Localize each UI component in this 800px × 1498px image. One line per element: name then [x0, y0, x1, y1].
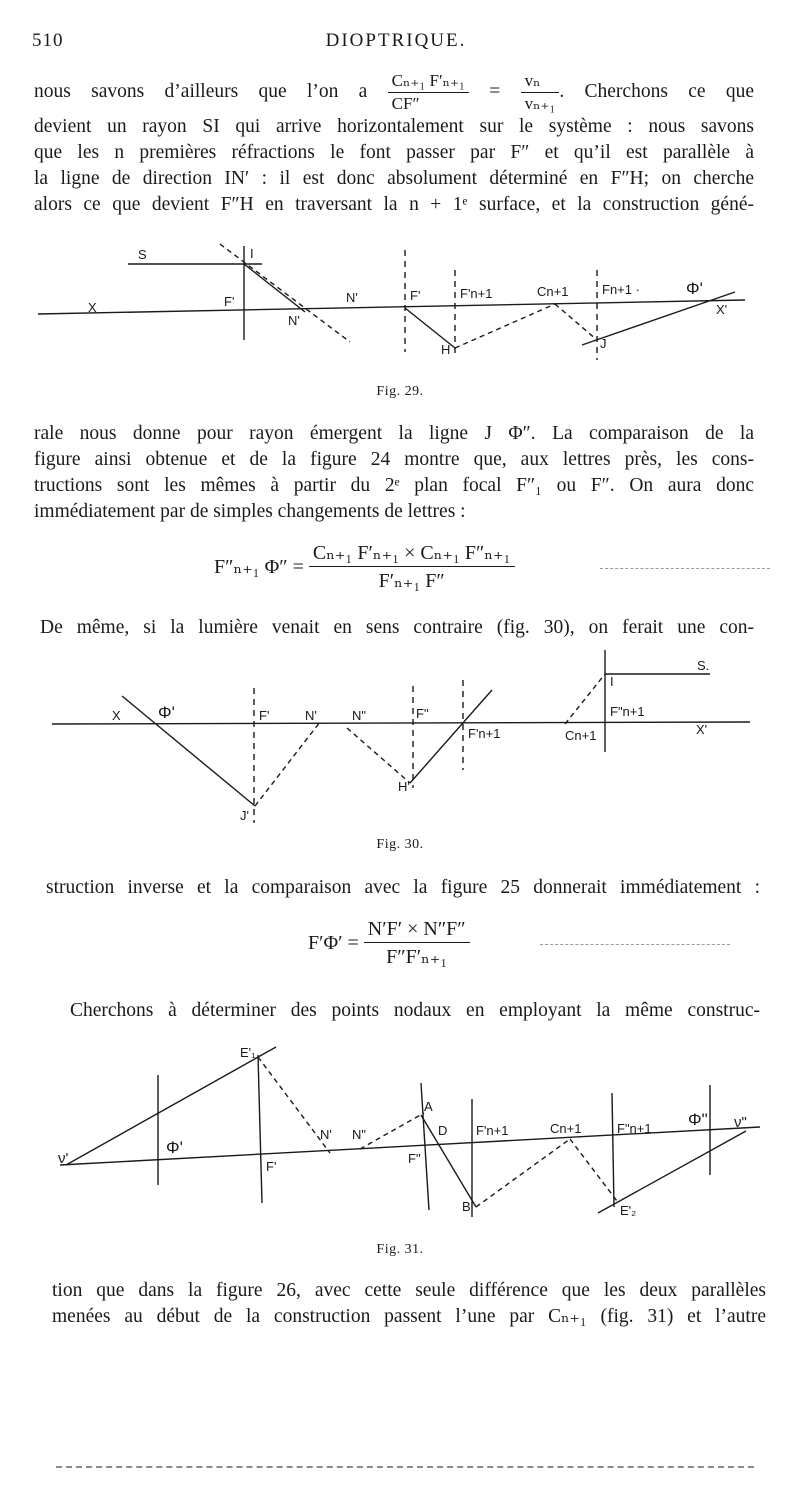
- fig30-label-x2: X': [696, 722, 708, 737]
- para2-line3: tructions sont les mêmes à partir du 2ᵉ plan focal F″₁ ou F″. On aura donc: [34, 475, 754, 496]
- fig31-label-phi1: Φ': [166, 1138, 183, 1157]
- fig29-label-n2: N': [346, 290, 358, 305]
- fig30-label-s: S.: [697, 658, 710, 673]
- fig30-axis: [52, 722, 750, 724]
- fig29-dashed-cj: [555, 304, 597, 340]
- fig31-label-e1: E'₁: [240, 1045, 256, 1060]
- para1-line2: devient un rayon SI qui arrive horizontalement sur le système : nous savons: [34, 116, 754, 137]
- para3-line1: De même, si la lumière venait en sens contraire (fig. 30), on ferait une con-: [40, 617, 754, 638]
- fig29-label-cn1: Cn+1: [537, 284, 569, 299]
- equation-2: [308, 918, 470, 969]
- fig30-label-fn1b: F"n+1: [610, 704, 645, 719]
- fig30-label-j: J': [240, 808, 249, 823]
- bleed-through-mark-2: [540, 944, 730, 945]
- fig30-label-cn1: Cn+1: [565, 728, 597, 743]
- eq1-lhs: F″ₙ₊₁ Φ″ =: [214, 556, 304, 578]
- fig29-label-i: I: [250, 246, 254, 261]
- ratio-fraction-1-num: Cₙ₊₁ F′ₙ₊₁: [388, 71, 469, 93]
- para6-line1: tion que dans la figure 26, avec cette seule différence que les deux parallèles: [52, 1280, 766, 1301]
- fig30-dashed-nh: [347, 728, 410, 783]
- fig29-label-h: H: [441, 342, 451, 357]
- fig30-label-x: X: [112, 708, 121, 723]
- fig30-label-h: H': [398, 779, 410, 794]
- para1-line5: alors ce que devient F″H en traversant la n + 1ᵉ surface, et la construction géné-: [34, 194, 754, 215]
- para1-line1: nous savons d’ailleurs que l’on a $\frac{\text{Cₙ₊₁ F′ₙ₊₁}}{CF''}$ = $\frac{\text{vₙ}}{\text{vₙ₊₁}}$ . Cherchons ce que: [34, 71, 754, 114]
- paragraph-1: [34, 70, 754, 218]
- ratio-fraction-2-den: vₙ₊₁: [524, 94, 556, 114]
- fig31-label-n2: N": [352, 1127, 367, 1142]
- para1-line1-pre: nous savons d’ailleurs que l’on a: [34, 81, 368, 102]
- fig31-label-b: B: [462, 1199, 471, 1214]
- fig31-dashed-ce: [570, 1139, 617, 1201]
- para1-line1-post: . Cherchons ce que: [559, 81, 754, 102]
- para5-line1: Cherchons à déterminer des points nodaux en employant la même construc-: [70, 1000, 760, 1021]
- fig30-label-f2: F": [416, 706, 429, 721]
- figure-30: [0, 648, 800, 828]
- fig29-label-s: S: [138, 247, 147, 262]
- fig30-dashed-ic: [565, 674, 605, 724]
- fig31-ray-ab: [421, 1115, 476, 1207]
- fig31-plane-2: [258, 1055, 262, 1203]
- fig30-ray-xj: [122, 696, 255, 806]
- paragraph-2: [34, 421, 754, 525]
- paragraph-4: [46, 875, 760, 901]
- fig31-ray-e2: [598, 1131, 746, 1213]
- paragraph-5: [70, 998, 760, 1024]
- fig29-label-x2: X': [716, 302, 728, 317]
- para2-line1: rale nous donne pour rayon émergent la ligne J Φ″. La comparaison de la: [34, 423, 754, 444]
- fig30-caption: Fig. 30.: [376, 837, 424, 852]
- paragraph-3: [40, 615, 754, 641]
- page-header: [32, 30, 760, 54]
- fig31-plane-5: [612, 1093, 614, 1207]
- ratio-fraction-1-den: CF″: [391, 94, 420, 114]
- fig29-axis: [38, 300, 745, 314]
- fig29-label-j: J: [600, 336, 607, 351]
- para2-line4: immédiatement par de simples changements de lettres :: [34, 501, 466, 522]
- fig30-label-i: I: [610, 674, 614, 689]
- eq2-fraction: [364, 918, 470, 969]
- fig31-label-f1: F': [266, 1159, 277, 1174]
- running-head: DIOPTRIQUE.: [325, 30, 467, 51]
- fig29-label-fn1b: Fn+1 ·: [602, 282, 640, 297]
- equation-1: [214, 540, 515, 593]
- fig30-label-n2: N": [352, 708, 367, 723]
- fig29-label-f1: F': [224, 294, 235, 309]
- fig30-label-phi: Φ': [158, 703, 175, 722]
- fig30-label-f1: F': [259, 708, 270, 723]
- eq1-numerator: Cₙ₊₁ F′ₙ₊₁ × Cₙ₊₁ F″ₙ₊₁: [309, 540, 515, 567]
- bleed-through-footer: [56, 1466, 754, 1468]
- figure-31: [0, 1035, 800, 1235]
- eq2-numerator: N′F′ × N″F″: [364, 918, 470, 943]
- eq2-lhs: F′Φ′ =: [308, 932, 359, 954]
- fig29-label-x: X: [88, 300, 97, 315]
- para6-line2: menées au début de la construction passent l’une par Cₙ₊₁ (fig. 31) et l’autre: [52, 1306, 766, 1327]
- fig31-dashed-bc: [476, 1139, 570, 1207]
- para2-line2: figure ainsi obtenue et de la figure 24 montre que, aux lettres près, les cons-: [34, 449, 754, 470]
- fig30-dashed-nj: [255, 722, 320, 806]
- fig29-dashed-in: [220, 244, 350, 342]
- fig31-label-phi2: Φ": [688, 1110, 708, 1129]
- fig29-dashed-hc: [455, 304, 555, 348]
- fig31-dashed-na: [360, 1113, 424, 1149]
- page-number: 510: [32, 30, 64, 51]
- fig29-label-f2: F': [410, 288, 421, 303]
- ratio-fraction-1: [388, 71, 469, 114]
- fig31-label-f2: F": [408, 1151, 421, 1166]
- ratio-fraction-2-num: vₙ: [521, 71, 560, 93]
- fig31-label-e2: E'₂: [620, 1203, 637, 1218]
- fig29-label-n1: N': [288, 313, 300, 328]
- fig31-label-d: D: [438, 1123, 448, 1138]
- ratio-fraction-2: [521, 71, 560, 114]
- fig31-label-nu2: ν": [734, 1114, 747, 1131]
- para1-line4: la ligne de direction IN′ : il est donc absolument déterminé en F″H; on cherche: [34, 168, 754, 189]
- fig31-label-nu1: ν': [58, 1150, 69, 1167]
- fig30-label-fn1: F'n+1: [468, 726, 501, 741]
- fig31-caption: Fig. 31.: [376, 1242, 424, 1257]
- fig29-label-fn1: F'n+1: [460, 286, 493, 301]
- bleed-through-mark-1: [600, 568, 770, 569]
- fig31-label-a: A: [424, 1099, 433, 1114]
- eq1-denominator: F′ₙ₊₁ F″: [378, 570, 445, 592]
- fig31-label-n1: N': [320, 1127, 332, 1142]
- fig31-label-fn1b: F"n+1: [617, 1121, 652, 1136]
- fig29-label-phi: Φ': [686, 279, 703, 298]
- fig31-label-cn1: Cn+1: [550, 1121, 582, 1136]
- figure-29: [0, 240, 800, 370]
- paragraph-6: [52, 1278, 766, 1330]
- fig29-ray-ifh: [244, 264, 305, 312]
- eq1-fraction: [309, 540, 515, 593]
- para1-line3: que les n premières réfractions le font passer par F″ et qu’il est parallèle à: [34, 142, 754, 163]
- fig29-caption: Fig. 29.: [376, 384, 424, 399]
- eq2-denominator: F″F′ₙ₊₁: [386, 946, 448, 968]
- fig31-label-fn1: F'n+1: [476, 1123, 509, 1138]
- para4-line1: struction inverse et la comparaison avec la figure 25 donnerait immédiatement :: [46, 877, 760, 898]
- fig30-label-n1: N': [305, 708, 317, 723]
